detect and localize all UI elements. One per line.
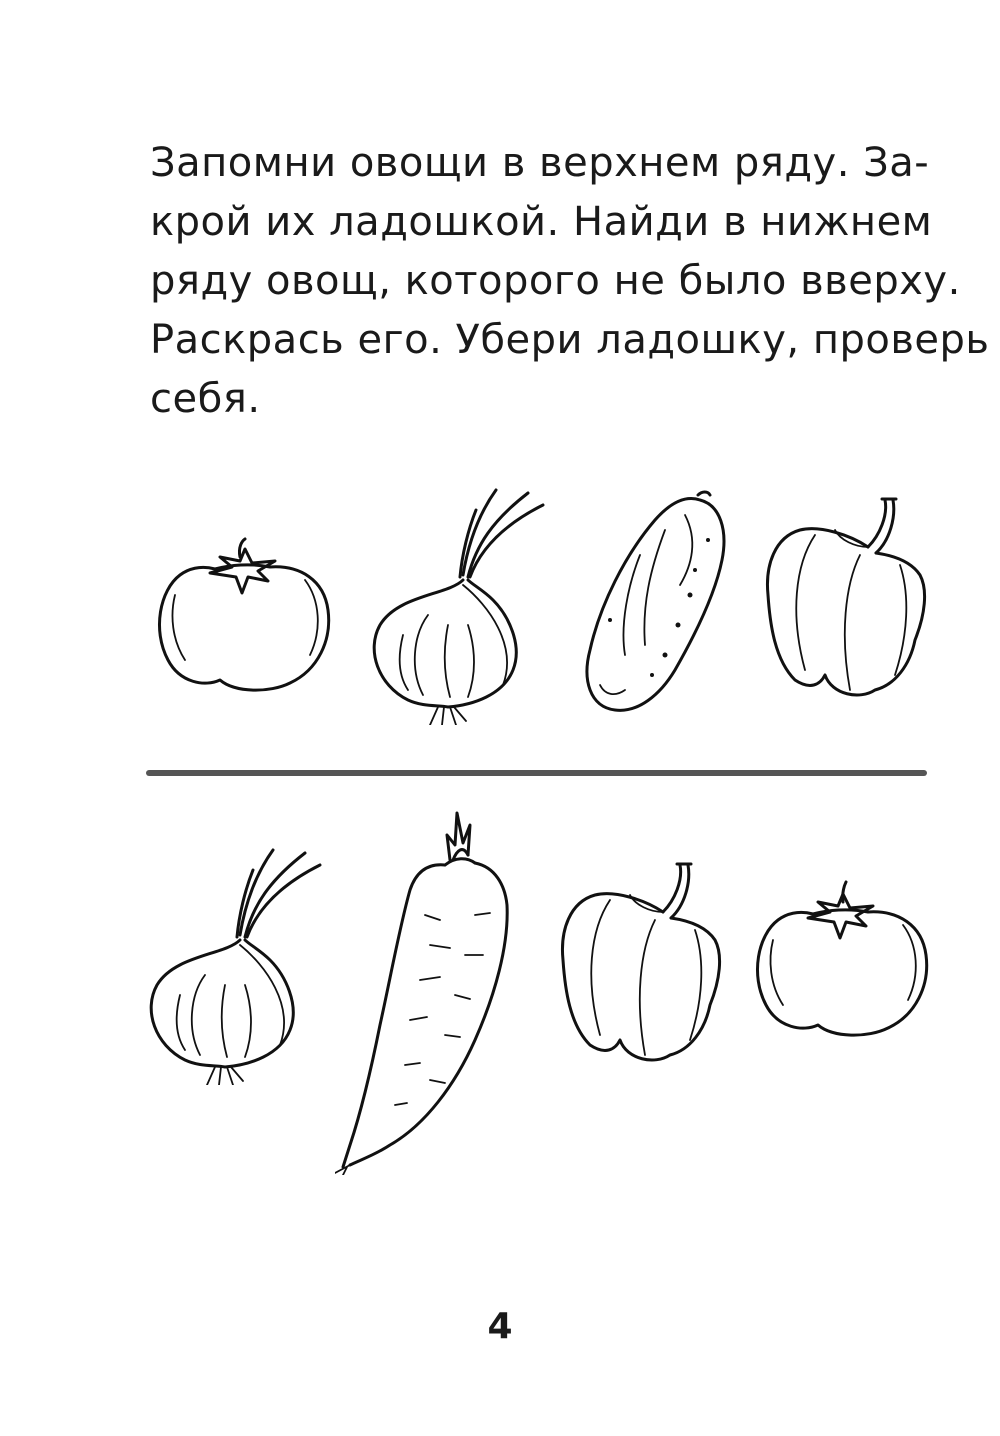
page-number: 4 (487, 1306, 513, 1347)
top-vegetable-row (140, 480, 940, 730)
onion-illustration[interactable] (368, 485, 553, 725)
instruction-line-4: Раскрась его. Убери ладошку, проверь (150, 317, 990, 363)
instruction-line-5: себя. (150, 376, 261, 422)
section-divider (146, 770, 927, 776)
bell-pepper-illustration[interactable] (760, 495, 930, 705)
instruction-line-2: крой их ладошкой. Найди в нижнем (150, 199, 933, 245)
onion-illustration[interactable] (145, 845, 330, 1085)
tomato-illustration[interactable] (150, 535, 335, 700)
instruction-line-3: ряду овощ, которого не было вверху. (150, 258, 961, 304)
carrot-illustration[interactable] (335, 805, 525, 1175)
task-instructions (150, 134, 990, 429)
tomato-illustration[interactable] (748, 880, 933, 1045)
bell-pepper-illustration[interactable] (555, 860, 725, 1070)
cucumber-illustration[interactable] (580, 485, 735, 715)
instruction-line-1: Запомни овощи в верхнем ряду. За- (150, 140, 930, 186)
bottom-vegetable-row (140, 800, 940, 1180)
